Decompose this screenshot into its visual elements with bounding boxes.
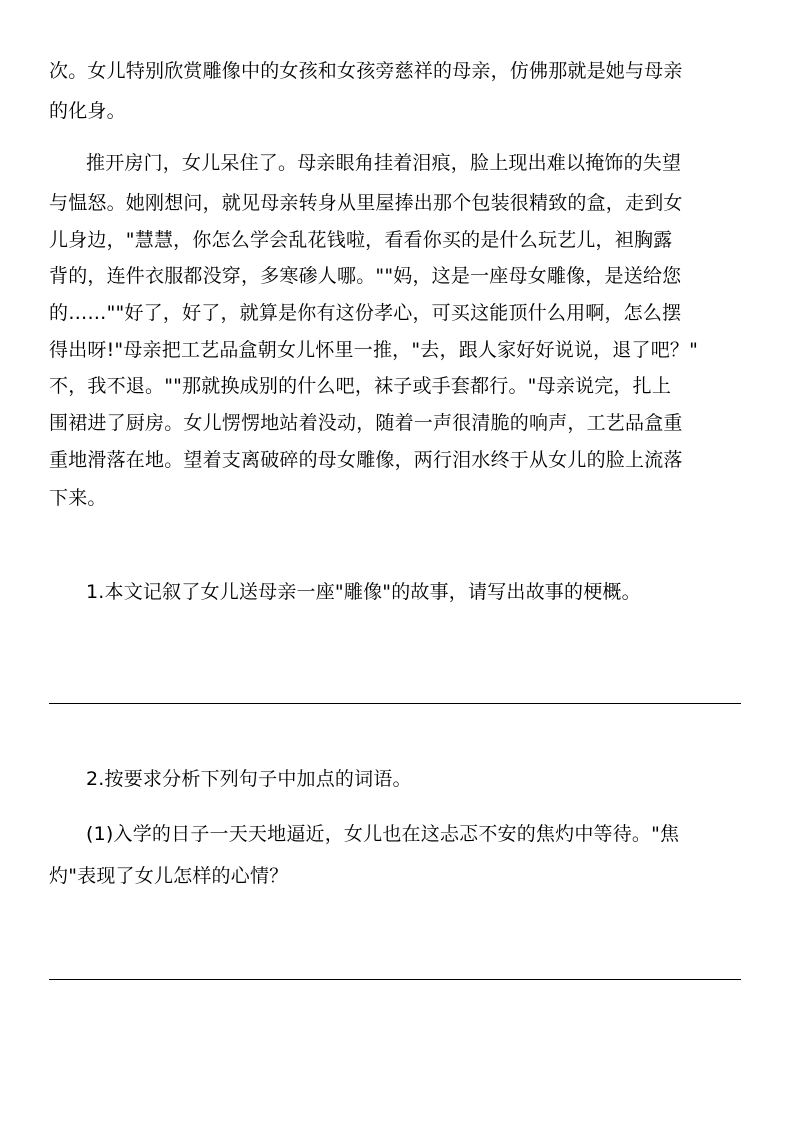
paragraph-line: 不，我不退。""那就换成别的什么吧，袜子或手套都行。"母亲说完，扎上 [49,375,672,397]
paragraph-line: 儿身边，"慧慧，你怎么学会乱花钱啦，看看你买的是什么玩艺儿，袒胸露 [49,229,673,251]
paragraph-line: 重地滑落在地。望着支离破碎的母女雕像，两行泪水终于从女儿的脸上流落 [49,449,683,471]
paragraph-line: 的化身。 [49,100,126,122]
paragraph-line: 的……""好了，好了，就算是你有这份孝心，可买这能顶什么用啊，怎么摆 [49,302,682,324]
paragraph-line: 推开房门，女儿呆住了。母亲眼角挂着泪痕，脸上现出难以掩饰的失望 [86,152,682,174]
question-2-1-line: 灼"表现了女儿怎样的心情？ [49,865,289,887]
paragraph-line: 次。女儿特别欣赏雕像中的女孩和女孩旁慈祥的母亲，仿佛那就是她与母亲 [49,60,683,82]
paragraph-line: 与愠怒。她刚想问，就见母亲转身从里屋捧出那个包装很精致的盒，走到女 [49,192,683,214]
question-2-1-line: (1)入学的日子一天天地逼近，女儿也在这忐忑不安的焦灼中等待。"焦 [86,823,680,845]
paragraph-line: 围裙进了厨房。女儿愣愣地站着没动，随着一声很清脆的响声，工艺品盒重 [49,412,683,434]
paragraph-line: 下来。 [49,487,107,509]
question-2-text: 2.按要求分析下列句子中加点的词语。 [86,768,412,790]
paragraph-line: 得出呀!"母亲把工艺品盒朝女儿怀里一推，"去，跟人家好好说说，退了吧？" [49,339,699,361]
answer-line-1[interactable] [49,703,741,704]
paragraph-line: 背的，连件衣服都没穿，多寒碜人哪。""妈，这是一座母女雕像，是送给您 [49,265,682,287]
question-1-text: 1.本文记叙了女儿送母亲一座"雕像"的故事，请写出故事的梗概。 [86,581,641,603]
answer-line-2[interactable] [49,979,741,980]
